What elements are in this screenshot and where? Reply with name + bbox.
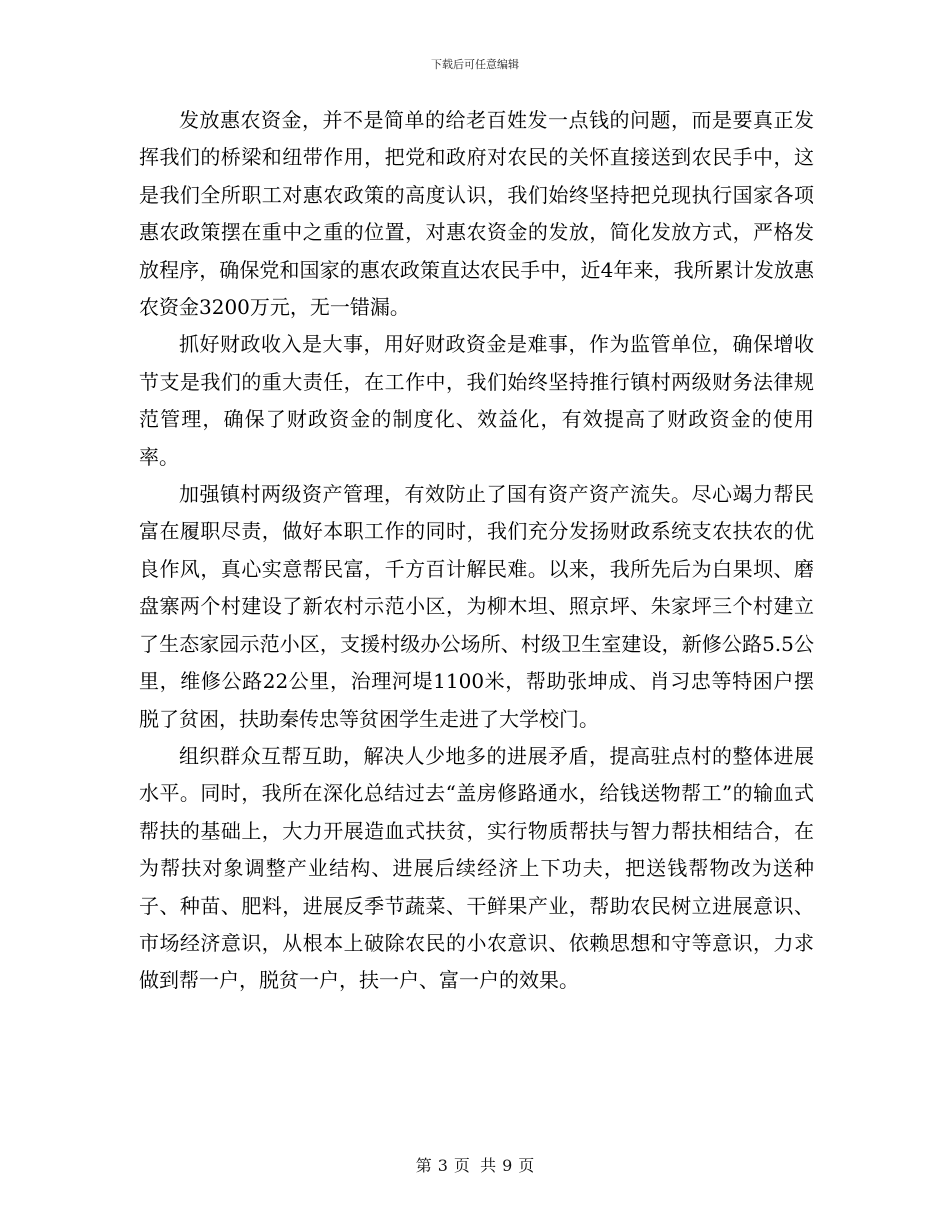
page-header-note: 下载后可任意编辑 [431, 58, 519, 71]
footer-total-pages: 9 [502, 1156, 513, 1175]
footer-middle: 页 共 [453, 1156, 497, 1175]
paragraph-3: 加强镇村两级资产管理，有效防止了国有资产资产流失。尽心竭力帮民富在履职尽责，做好本职工作的同时，我们充分发扬财政系统支农扶农的优良作风，真心实意帮民富，千方百计解民难。以来，我所先后为白果坝、磨盘寨两个村建设了新农村示范小区，为柳木坦、照京坪、朱家坪三个村建立了生态家园示范小区，支援村级办公场所、村级卫生室建设，新修公路5.5公里，维修公路22公里，治理河堤1100米，帮助张坤成、肖习忠等特困户摆脱了贫困，扶助秦传忠等贫困学生走进了大学校门。 [139, 482, 814, 731]
document-body [139, 102, 814, 1000]
footer-current-page: 3 [437, 1156, 448, 1175]
paragraph-2: 抓好财政收入是大事，用好财政资金是难事，作为监管单位，确保增收节支是我们的重大责任，在工作中，我们始终坚持推行镇村两级财务法律规范管理，确保了财政资金的制度化、效益化，有效提高了财政资金的使用率。 [139, 332, 814, 469]
footer-suffix: 页 [518, 1156, 535, 1175]
page-footer [0, 1153, 950, 1176]
footer-prefix: 第 [415, 1156, 432, 1175]
paragraph-4: 组织群众互帮互助，解决人少地多的进展矛盾，提高驻点村的整体进展水平。同时，我所在深化总结过去“盖房修路通水，给钱送物帮工”的输血式帮扶的基础上，大力开展造血式扶贫，实行物质帮扶与智力帮扶相结合，在为帮扶对象调整产业结构、进展后续经济上下功夫，把送钱帮物改为送种子、种苗、肥料，进展反季节蔬菜、干鲜果产业，帮助农民树立进展意识、市场经济意识，从根本上破除农民的小农意识、依赖思想和守等意识，力求做到帮一户，脱贫一户，扶一户、富一户的效果。 [139, 743, 814, 993]
paragraph-1: 发放惠农资金，并不是简单的给老百姓发一点钱的问题，而是要真正发挥我们的桥梁和纽带作用，把党和政府对农民的关怀直接送到农民手中，这是我们全所职工对惠农政策的高度认识，我们始终坚持把兑现执行国家各项惠农政策摆在重中之重的位置，对惠农资金的发放，简化发放方式，严格发放程序，确保党和国家的惠农政策直达农民手中，近4年来，我所累计发放惠农资金3200万元，无一错漏。 [139, 108, 814, 320]
